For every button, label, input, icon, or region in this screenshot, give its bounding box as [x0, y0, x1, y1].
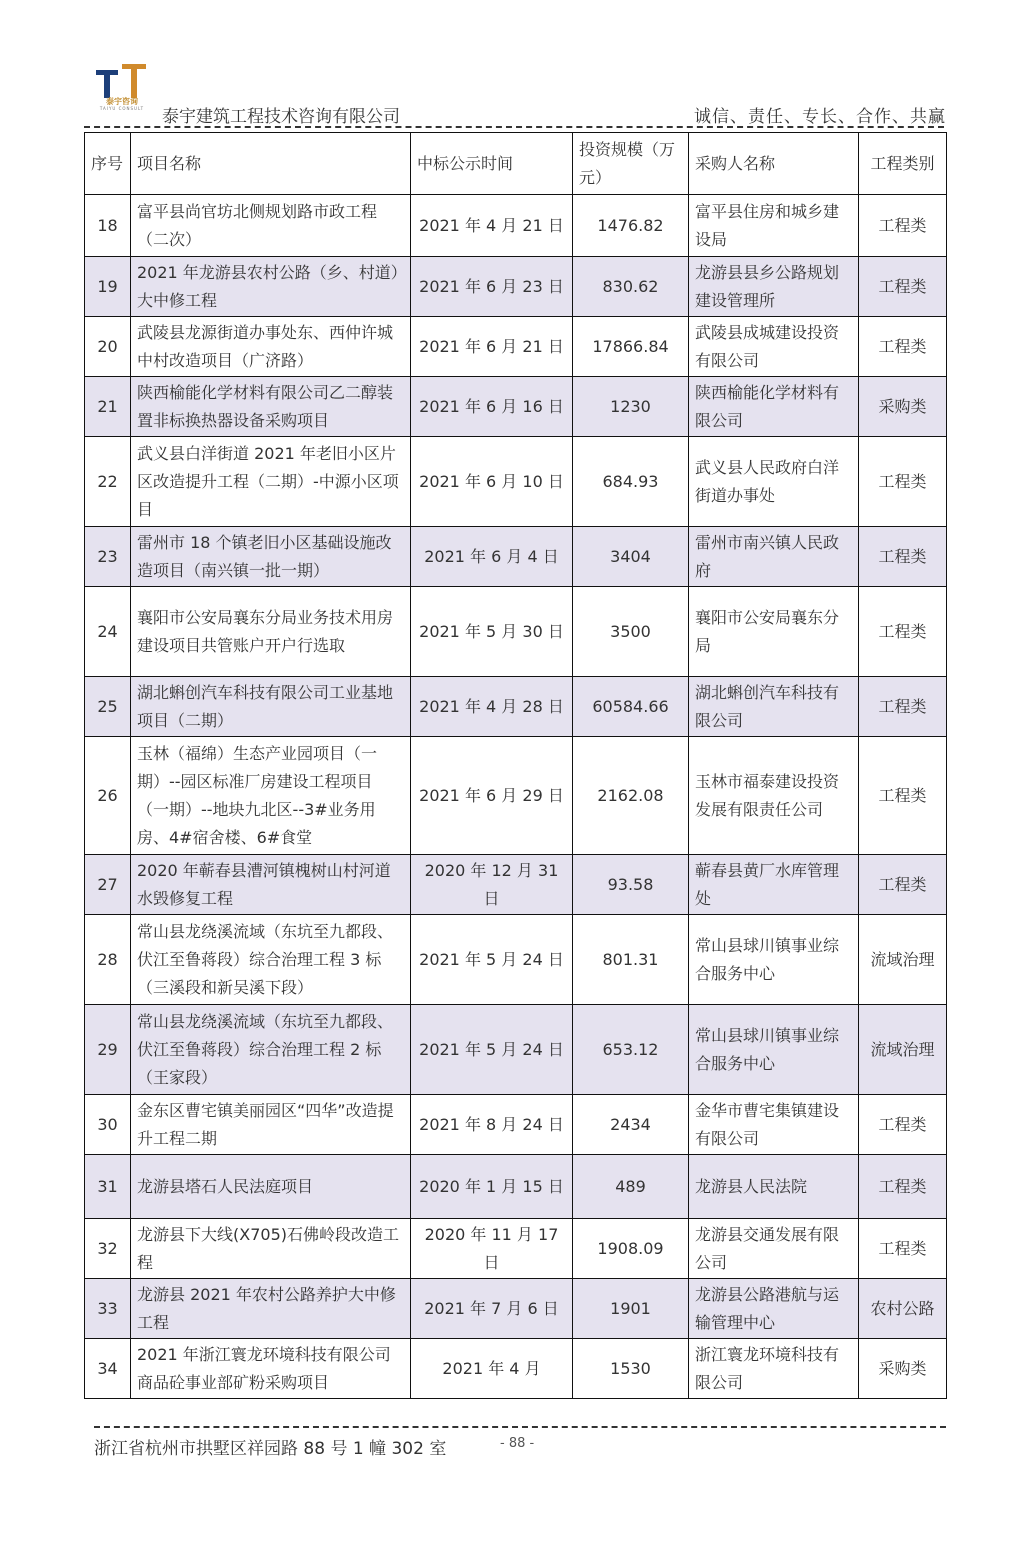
table-row [85, 1005, 947, 1095]
cell-buyer: 常山县球川镇事业综合服务中心 [689, 1005, 859, 1095]
cell-date: 2020 年 11 月 17 日 [411, 1219, 573, 1279]
table-row [85, 317, 947, 377]
cell-invest: 17866.84 [573, 317, 689, 377]
cell-name: 武义县白洋街道 2021 年老旧小区片区改造提升工程（二期）-中源小区项目 [131, 437, 411, 527]
cell-name: 2021 年浙江寰龙环境科技有限公司商品砼事业部矿粉采购项目 [131, 1339, 411, 1399]
table-row [85, 737, 947, 855]
company-slogan: 诚信、责任、专长、合作、共赢 [694, 107, 946, 127]
cell-type: 采购类 [859, 377, 947, 437]
cell-type: 农村公路 [859, 1279, 947, 1339]
cell-type: 工程类 [859, 527, 947, 587]
table-row [85, 587, 947, 677]
cell-buyer: 襄阳市公安局襄东分局 [689, 587, 859, 677]
logo-subtext: TAIYU CONSULT [99, 106, 145, 111]
cell-date: 2021 年 5 月 30 日 [411, 587, 573, 677]
cell-date: 2021 年 6 月 4 日 [411, 527, 573, 587]
header-type: 工程类别 [859, 133, 947, 195]
cell-type: 工程类 [859, 257, 947, 317]
cell-date: 2021 年 7 月 6 日 [411, 1279, 573, 1339]
cell-type: 工程类 [859, 437, 947, 527]
cell-no: 18 [85, 195, 131, 257]
cell-no: 27 [85, 855, 131, 915]
cell-invest: 3404 [573, 527, 689, 587]
cell-no: 20 [85, 317, 131, 377]
cell-date: 2021 年 4 月 28 日 [411, 677, 573, 737]
cell-buyer: 雷州市南兴镇人民政府 [689, 527, 859, 587]
cell-type: 工程类 [859, 1095, 947, 1155]
cell-buyer: 蕲春县黄厂水库管理处 [689, 855, 859, 915]
cell-invest: 830.62 [573, 257, 689, 317]
table-header-row [85, 133, 947, 195]
cell-buyer: 龙游县县乡公路规划建设管理所 [689, 257, 859, 317]
cell-type: 采购类 [859, 1339, 947, 1399]
cell-buyer: 陕西榆能化学材料有限公司 [689, 377, 859, 437]
page-number: - 88 - [500, 1436, 535, 1451]
cell-name: 湖北蝌创汽车科技有限公司工业基地项目（二期） [131, 677, 411, 737]
header-no: 序号 [85, 133, 131, 195]
cell-no: 28 [85, 915, 131, 1005]
cell-no: 23 [85, 527, 131, 587]
cell-date: 2021 年 4 月 21 日 [411, 195, 573, 257]
cell-date: 2021 年 5 月 24 日 [411, 915, 573, 1005]
table-row [85, 377, 947, 437]
table-row [85, 257, 947, 317]
cell-type: 工程类 [859, 855, 947, 915]
cell-invest: 1476.82 [573, 195, 689, 257]
table-row [85, 195, 947, 257]
cell-name: 龙游县下大线(X705)石佛岭段改造工程 [131, 1219, 411, 1279]
cell-no: 29 [85, 1005, 131, 1095]
table-row [85, 1095, 947, 1155]
cell-type: 工程类 [859, 1219, 947, 1279]
cell-name: 龙游县塔石人民法庭项目 [131, 1155, 411, 1219]
table-row [85, 855, 947, 915]
header-divider [84, 126, 944, 128]
cell-no: 19 [85, 257, 131, 317]
cell-type: 流域治理 [859, 1005, 947, 1095]
cell-name: 富平县尚官坊北侧规划路市政工程（二次） [131, 195, 411, 257]
cell-invest: 1908.09 [573, 1219, 689, 1279]
cell-type: 工程类 [859, 587, 947, 677]
cell-date: 2021 年 6 月 10 日 [411, 437, 573, 527]
cell-buyer: 富平县住房和城乡建设局 [689, 195, 859, 257]
cell-invest: 3500 [573, 587, 689, 677]
logo-text: 泰宇咨询 [106, 97, 138, 106]
cell-no: 25 [85, 677, 131, 737]
table-row [85, 1279, 947, 1339]
header-name: 项目名称 [131, 133, 411, 195]
header-date: 中标公示时间 [411, 133, 573, 195]
cell-buyer: 龙游县交通发展有限公司 [689, 1219, 859, 1279]
table-row [85, 677, 947, 737]
table-row [85, 437, 947, 527]
cell-date: 2020 年 1 月 15 日 [411, 1155, 573, 1219]
cell-buyer: 浙江寰龙环境科技有限公司 [689, 1339, 859, 1399]
cell-invest: 653.12 [573, 1005, 689, 1095]
cell-date: 2021 年 4 月 [411, 1339, 573, 1399]
cell-no: 32 [85, 1219, 131, 1279]
cell-invest: 489 [573, 1155, 689, 1219]
cell-no: 34 [85, 1339, 131, 1399]
header-invest: 投资规模（万元） [573, 133, 689, 195]
cell-name: 雷州市 18 个镇老旧小区基础设施改造项目（南兴镇一批一期） [131, 527, 411, 587]
cell-buyer: 武义县人民政府白洋街道办事处 [689, 437, 859, 527]
cell-buyer: 常山县球川镇事业综合服务中心 [689, 915, 859, 1005]
table-row [85, 1339, 947, 1399]
cell-name: 2021 年龙游县农村公路（乡、村道）大中修工程 [131, 257, 411, 317]
header-buyer: 采购人名称 [689, 133, 859, 195]
table-row [85, 915, 947, 1005]
cell-name: 常山县龙绕溪流域（东坑至九都段、伏江至鲁蒋段）综合治理工程 3 标（三溪段和新吴溪下段） [131, 915, 411, 1005]
table-row [85, 1219, 947, 1279]
cell-name: 武陵县龙源街道办事处东、西仲许城中村改造项目（广济路） [131, 317, 411, 377]
cell-buyer: 龙游县人民法院 [689, 1155, 859, 1219]
footer-divider [94, 1426, 946, 1428]
cell-buyer: 玉林市福泰建设投资发展有限责任公司 [689, 737, 859, 855]
cell-name: 玉林（福绵）生态产业园项目（一期）--园区标准厂房建设工程项目（一期）--地块九北区--3#业务用房、4#宿舍楼、6#食堂 [131, 737, 411, 855]
cell-type: 流域治理 [859, 915, 947, 1005]
cell-type: 工程类 [859, 677, 947, 737]
cell-invest: 2434 [573, 1095, 689, 1155]
cell-date: 2020 年 12 月 31 日 [411, 855, 573, 915]
cell-name: 2020 年蕲春县漕河镇槐树山村河道水毁修复工程 [131, 855, 411, 915]
cell-date: 2021 年 5 月 24 日 [411, 1005, 573, 1095]
cell-invest: 1901 [573, 1279, 689, 1339]
cell-invest: 801.31 [573, 915, 689, 1005]
cell-buyer: 武陵县成城建设投资有限公司 [689, 317, 859, 377]
cell-no: 30 [85, 1095, 131, 1155]
cell-type: 工程类 [859, 1155, 947, 1219]
cell-date: 2021 年 6 月 16 日 [411, 377, 573, 437]
cell-no: 33 [85, 1279, 131, 1339]
cell-invest: 1530 [573, 1339, 689, 1399]
cell-no: 21 [85, 377, 131, 437]
cell-date: 2021 年 6 月 23 日 [411, 257, 573, 317]
cell-name: 龙游县 2021 年农村公路养护大中修工程 [131, 1279, 411, 1339]
cell-date: 2021 年 8 月 24 日 [411, 1095, 573, 1155]
cell-invest: 1230 [573, 377, 689, 437]
cell-invest: 60584.66 [573, 677, 689, 737]
cell-type: 工程类 [859, 195, 947, 257]
cell-no: 31 [85, 1155, 131, 1219]
cell-name: 常山县龙绕溪流域（东坑至九都段、伏江至鲁蒋段）综合治理工程 2 标（王家段） [131, 1005, 411, 1095]
cell-invest: 93.58 [573, 855, 689, 915]
cell-no: 26 [85, 737, 131, 855]
cell-name: 陕西榆能化学材料有限公司乙二醇装置非标换热器设备采购项目 [131, 377, 411, 437]
company-name: 泰宇建筑工程技术咨询有限公司 [162, 107, 400, 127]
cell-invest: 684.93 [573, 437, 689, 527]
cell-no: 22 [85, 437, 131, 527]
cell-buyer: 龙游县公路港航与运输管理中心 [689, 1279, 859, 1339]
cell-date: 2021 年 6 月 21 日 [411, 317, 573, 377]
cell-invest: 2162.08 [573, 737, 689, 855]
cell-date: 2021 年 6 月 29 日 [411, 737, 573, 855]
table-row [85, 527, 947, 587]
cell-type: 工程类 [859, 737, 947, 855]
cell-no: 24 [85, 587, 131, 677]
cell-name: 襄阳市公安局襄东分局业务技术用房建设项目共管账户开户行选取 [131, 587, 411, 677]
table-row [85, 1155, 947, 1219]
cell-buyer: 湖北蝌创汽车科技有限公司 [689, 677, 859, 737]
footer-address: 浙江省杭州市拱墅区祥园路 88 号 1 幢 302 室 [94, 1439, 447, 1459]
cell-name: 金东区曹宅镇美丽园区“四华”改造提升工程二期 [131, 1095, 411, 1155]
project-table [84, 132, 947, 1399]
cell-type: 工程类 [859, 317, 947, 377]
page-header [84, 60, 946, 126]
cell-buyer: 金华市曹宅集镇建设有限公司 [689, 1095, 859, 1155]
